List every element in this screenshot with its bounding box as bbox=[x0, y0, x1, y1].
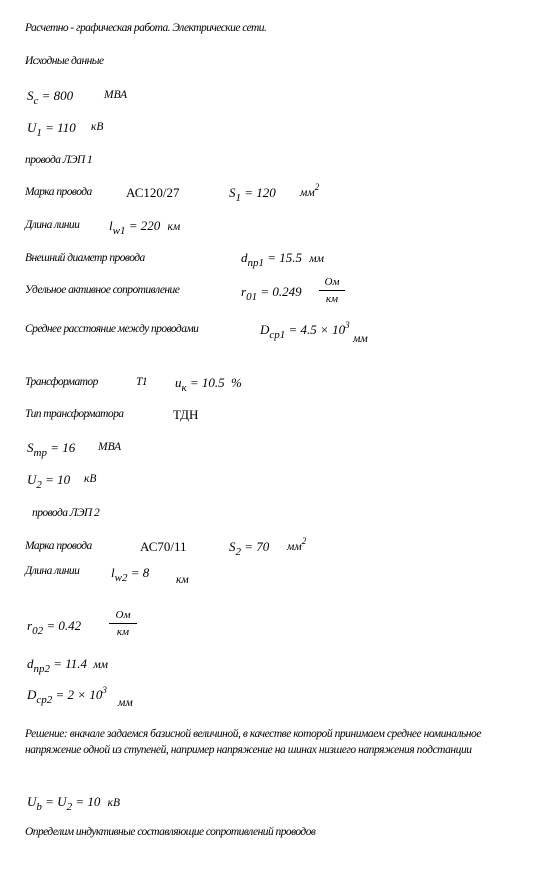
unit-u1: кВ bbox=[91, 121, 104, 133]
symbol: D bbox=[260, 322, 270, 337]
section-heading-initial-data: Исходные данные bbox=[25, 55, 104, 67]
symbol: S bbox=[229, 185, 236, 200]
formula-ub bbox=[27, 794, 120, 813]
subscript: ср2 bbox=[36, 694, 53, 706]
value: = 220 bbox=[128, 218, 161, 233]
subscript: 01 bbox=[246, 291, 258, 303]
fraction-r01-unit bbox=[319, 276, 345, 305]
symbol: S bbox=[229, 539, 236, 554]
value-2: = 10 bbox=[75, 794, 101, 809]
unit-sc: МВА bbox=[104, 89, 128, 101]
length-label-line1: Длина линии bbox=[25, 219, 80, 231]
unit: мм bbox=[300, 187, 315, 199]
formula-uk bbox=[175, 375, 242, 394]
subscript: c bbox=[33, 95, 39, 107]
unit: км bbox=[167, 221, 181, 233]
unit: мм bbox=[309, 253, 324, 265]
value: = 2 × 10 bbox=[55, 687, 103, 702]
subscript: 1 bbox=[235, 192, 241, 204]
length-label-line2: Длина линии bbox=[25, 565, 80, 577]
subscript: 2 bbox=[235, 546, 241, 558]
symbol: u bbox=[175, 375, 182, 390]
subscript: тр bbox=[33, 447, 47, 459]
symbol: l bbox=[109, 218, 113, 233]
value: = U bbox=[45, 794, 67, 809]
symbol: S bbox=[27, 440, 34, 455]
transformer-type-label: Тип трансформатора bbox=[25, 408, 124, 420]
wire2-brand-value: АС70/11 bbox=[140, 539, 187, 554]
unit: мм bbox=[93, 659, 108, 671]
value: = 70 bbox=[244, 539, 270, 554]
wire-brand-label: Марка провода bbox=[25, 186, 92, 198]
symbol: U bbox=[27, 794, 37, 809]
unit-dcp1: мм bbox=[353, 333, 368, 345]
symbol: r bbox=[27, 618, 33, 633]
subscript: 2 bbox=[36, 479, 42, 491]
value: = 0.42 bbox=[46, 618, 82, 633]
denominator: км bbox=[325, 293, 339, 305]
superscript: 3 bbox=[102, 685, 107, 695]
distance-label: Среднее расстояние между проводами bbox=[25, 323, 199, 335]
value: = 10.5 bbox=[189, 375, 225, 390]
unit-str: МВА bbox=[98, 441, 122, 453]
subscript: 02 bbox=[32, 625, 44, 637]
transformer-name: Т1 bbox=[136, 376, 148, 388]
subscript: w2 bbox=[114, 572, 128, 584]
conclusion-text: Определим индуктивные составляющие сопротивлений проводов bbox=[25, 826, 316, 838]
transformer-type-value: ТДН bbox=[173, 407, 199, 422]
subscript: пр2 bbox=[33, 663, 50, 675]
symbol: r bbox=[241, 284, 247, 299]
formula-lw2 bbox=[111, 565, 150, 584]
formula-r01 bbox=[241, 284, 302, 303]
formula-u2 bbox=[27, 472, 71, 491]
subscript: 1 bbox=[36, 127, 42, 139]
unit: мм bbox=[287, 541, 302, 553]
unit-s2 bbox=[287, 536, 307, 554]
resistance-label: Удельное активное сопротивление bbox=[25, 284, 180, 296]
value: = 800 bbox=[41, 88, 74, 103]
superscript: 3 bbox=[345, 320, 350, 330]
subscript: w1 bbox=[112, 225, 126, 237]
formula-dcp2 bbox=[27, 685, 107, 706]
wire-brand-label-2: Марка провода bbox=[25, 540, 92, 552]
subscript-2: 2 bbox=[66, 801, 73, 813]
formula-dcp1 bbox=[260, 320, 350, 341]
outer-diameter-label: Внешний диаметр провода bbox=[25, 252, 145, 264]
subscript: пр1 bbox=[247, 257, 264, 269]
denominator: км bbox=[116, 626, 130, 638]
numerator: Ом bbox=[324, 276, 340, 288]
value: = 4.5 × 10 bbox=[288, 322, 346, 337]
value: = 8 bbox=[130, 565, 150, 580]
value: = 11.4 bbox=[53, 656, 88, 671]
solution-paragraph: Решение: вначале задаемся базисной величиной, в качестве которой принимаем среднее номинальное напряжение одной из ступеней, например напряжение на шинах низшего напряжения подстанции bbox=[25, 728, 482, 756]
value: = 120 bbox=[244, 185, 276, 200]
value: = 16 bbox=[50, 440, 76, 455]
unit: % bbox=[230, 375, 242, 390]
unit-lw2: км bbox=[176, 574, 189, 586]
symbol: d bbox=[241, 250, 248, 265]
fraction-bar bbox=[319, 290, 345, 291]
formula-str bbox=[27, 440, 76, 459]
value: = 110 bbox=[45, 120, 76, 135]
section-heading-line2: провода ЛЭП 2 bbox=[32, 507, 100, 519]
unit: кВ bbox=[107, 797, 120, 809]
symbol: l bbox=[111, 565, 115, 580]
formula-s2 bbox=[229, 539, 270, 558]
unit-u2: кВ bbox=[84, 473, 97, 485]
formula-sc bbox=[27, 88, 74, 107]
document-title: Расчетно - графическая работа. Электрические сети. bbox=[25, 22, 267, 34]
section-heading-line1: провода ЛЭП 1 bbox=[25, 154, 93, 166]
subscript: b bbox=[36, 801, 42, 813]
value: = 10 bbox=[45, 472, 71, 487]
unit-s1 bbox=[300, 182, 320, 200]
symbol: D bbox=[27, 687, 37, 702]
fraction-r02-unit bbox=[109, 609, 137, 638]
formula-lw1 bbox=[109, 218, 181, 237]
subscript: ср1 bbox=[269, 329, 286, 341]
numerator: Ом bbox=[115, 609, 131, 621]
formula-u1 bbox=[27, 120, 76, 139]
formula-s1 bbox=[229, 185, 276, 204]
unit-superscript: 2 bbox=[314, 182, 320, 192]
formula-r02 bbox=[27, 618, 82, 637]
symbol: d bbox=[27, 656, 34, 671]
transformer-label: Трансформатор bbox=[25, 376, 98, 388]
unit-dcp2: мм bbox=[118, 697, 133, 709]
formula-dpr2 bbox=[27, 656, 108, 675]
symbol: U bbox=[27, 472, 37, 487]
formula-dpr1 bbox=[241, 250, 324, 269]
wire1-brand-value: АС120/27 bbox=[126, 185, 180, 200]
value: = 0.249 bbox=[260, 284, 302, 299]
symbol: S bbox=[27, 88, 34, 103]
value: = 15.5 bbox=[267, 250, 303, 265]
fraction-bar bbox=[109, 623, 137, 624]
unit-superscript: 2 bbox=[301, 536, 307, 546]
symbol: U bbox=[27, 120, 37, 135]
subscript: к bbox=[181, 382, 187, 394]
